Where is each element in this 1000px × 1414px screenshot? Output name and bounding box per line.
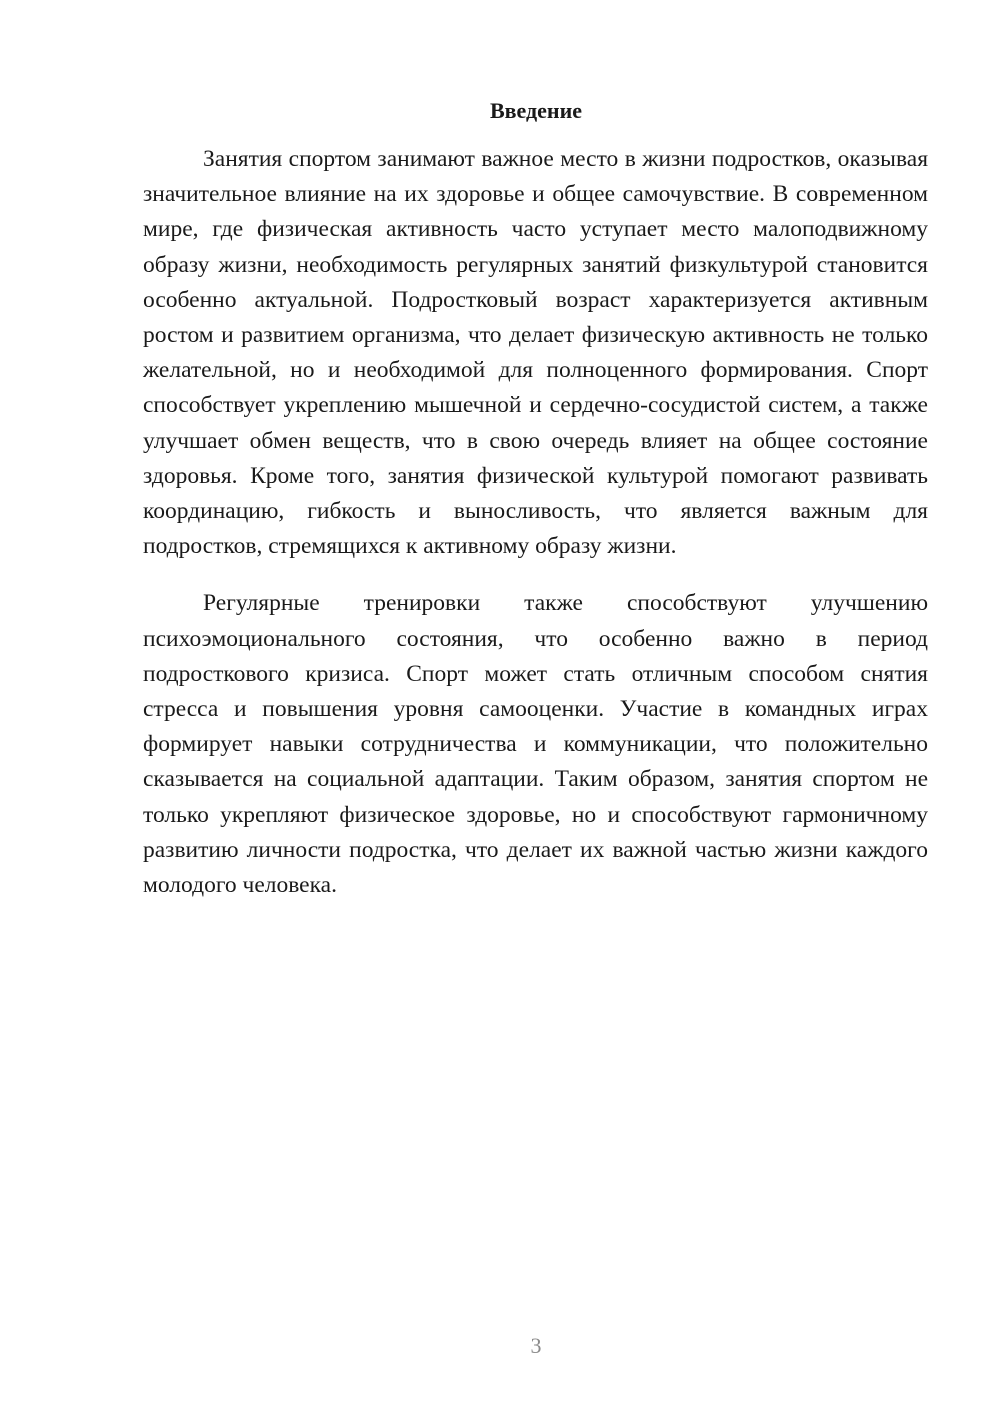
body-text: [143, 142, 928, 903]
section-heading: Введение: [489, 98, 583, 123]
page-number: 3: [530, 1333, 542, 1358]
paragraph-1: Занятия спортом занимают важное место в жизни подростков, оказывая значительное влияние на их здоровье и общее самочувствие. В современном мире, где физическая активность часто уступает место малоподвижному образу жизни, необходимость регулярных занятий физкультурой становится особенно актуальной. Подростковый возраст характеризуется активным ростом и развитием организма, что делает физическую активность не только желательной, но и необходимой для полноценного формирования. Спорт способствует укреплению мышечной и сердечно-сосудистой систем, а также улучшает обмен веществ, что в свою очередь влияет на общее состояние здоровья. Кроме того, занятия физической культурой помогают развивать координацию, гибкость и выносливость, что является важным для подростков, стремящихся к активному образу жизни.: [143, 146, 928, 560]
paragraph-2: Регулярные тренировки также способствуют улучшению психоэмоционального состояния, что особенно важно в период подросткового кризиса. Спорт может стать отличным способом снятия стресса и повышения уровня самооценки. Участие в командных играх формирует навыки сотрудничества и коммуникации, что положительно сказывается на социальной адаптации. Таким образом, занятия спортом не только укрепляют физическое здоровье, но и способствуют гармоничному развитию личности подростка, что делает их важной частью жизни каждого молодого человека.: [143, 590, 928, 899]
